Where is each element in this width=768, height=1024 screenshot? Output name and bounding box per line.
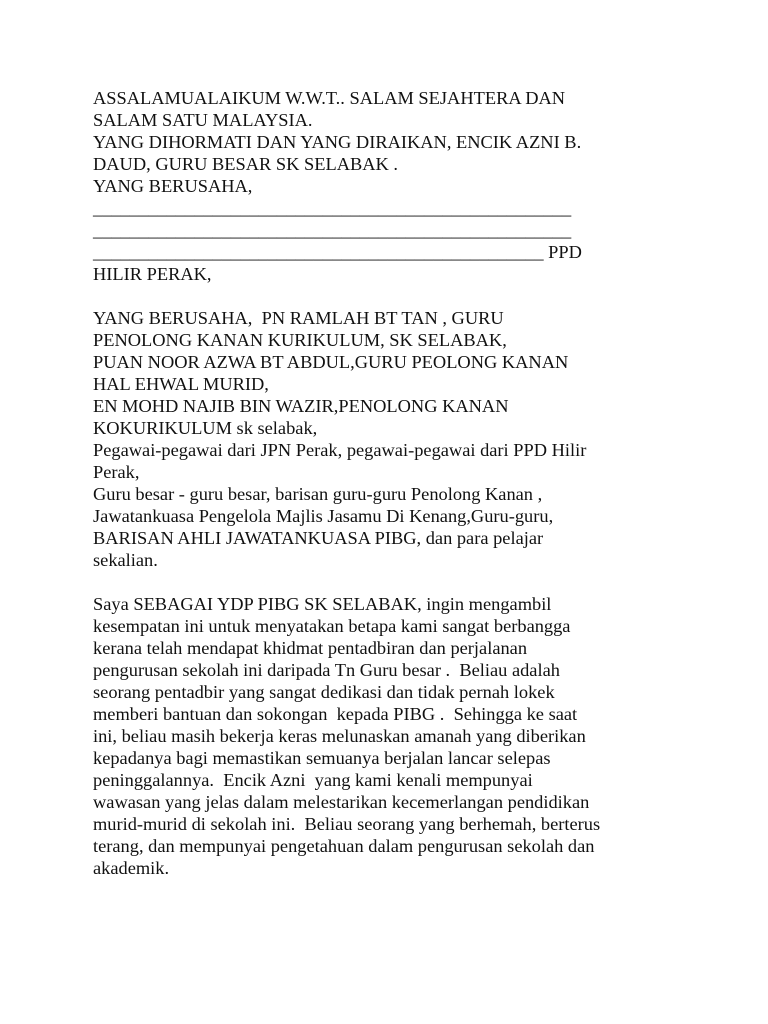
text-line: Pegawai-pegawai dari JPN Perak, pegawai-pegawai dari PPD Hilir [93, 440, 587, 460]
text-line: sekalian. [93, 550, 158, 570]
text-line: HAL EHWAL MURID, [93, 374, 269, 394]
text-line: BARISAN AHLI JAWATANKUASA PIBG, dan para pelajar [93, 528, 544, 548]
text-line: PENOLONG KANAN KURIKULUM, SK SELABAK, [93, 330, 507, 350]
fill-in-blank-line: ____________________________________________________ [93, 198, 572, 218]
text-line: murid-murid di sekolah ini. Beliau seorang yang berhemah, berterus [93, 814, 601, 834]
text-line: ini, beliau masih bekerja keras melunaskan amanah yang diberikan [93, 726, 586, 746]
text-line: YANG BERUSAHA, [93, 176, 253, 196]
text-line: seorang pentadbir yang sangat dedikasi dan tidak pernah lokek [93, 682, 555, 702]
text-line: kesempatan ini untuk menyatakan betapa kami sangat berbangga [93, 616, 571, 636]
greeting-section [93, 87, 683, 285]
text-line: YANG DIHORMATI DAN YANG DIRAIKAN, ENCIK AZNI B. [93, 132, 582, 152]
text-line: terang, dan mempunyai pengetahuan dalam pengurusan sekolah dan [93, 836, 595, 856]
text-line: Guru besar - guru besar, barisan guru-guru Penolong Kanan , [93, 484, 543, 504]
text-line: EN MOHD NAJIB BIN WAZIR,PENOLONG KANAN [93, 396, 509, 416]
text-line: Perak, [93, 462, 140, 482]
fill-in-blank-line: _________________________________________________ PPD [93, 242, 582, 262]
fill-in-blank-line: ____________________________________________________ [93, 220, 572, 240]
text-line: peninggalannya. Encik Azni yang kami kenali mempunyai [93, 770, 533, 790]
text-line: pengurusan sekolah ini daripada Tn Guru besar . Beliau adalah [93, 660, 560, 680]
text-line: DAUD, GURU BESAR SK SELABAK . [93, 154, 399, 174]
text-line: kerana telah mendapat khidmat pentadbiran dan perjalanan [93, 638, 528, 658]
text-line: PUAN NOOR AZWA BT ABDUL,GURU PEOLONG KANAN [93, 352, 569, 372]
text-line: memberi bantuan dan sokongan kepada PIBG . Sehingga ke saat [93, 704, 578, 724]
text-line: SALAM SATU MALAYSIA. [93, 110, 313, 130]
text-line: Jawatankuasa Pengelola Majlis Jasamu Di Kenang,Guru-guru, [93, 506, 554, 526]
text-line: Saya SEBAGAI YDP PIBG SK SELABAK, ingin mengambil [93, 594, 552, 614]
text-line: kepadanya bagi memastikan semuanya berjalan lancar selepas [93, 748, 551, 768]
document-page [93, 87, 683, 879]
text-line: wawasan yang jelas dalam melestarikan kecemerlangan pendidikan [93, 792, 590, 812]
paragraph-gap [93, 571, 683, 593]
paragraph-gap [93, 285, 683, 307]
text-line: akademik. [93, 858, 170, 878]
speech-section [93, 593, 683, 879]
text-line: ASSALAMUALAIKUM W.W.T.. SALAM SEJAHTERA DAN [93, 88, 566, 108]
text-line: KOKURIKULUM sk selabak, [93, 418, 318, 438]
text-line: YANG BERUSAHA, PN RAMLAH BT TAN , GURU [93, 308, 504, 328]
text-line: HILIR PERAK, [93, 264, 212, 284]
attendees-section [93, 307, 683, 571]
